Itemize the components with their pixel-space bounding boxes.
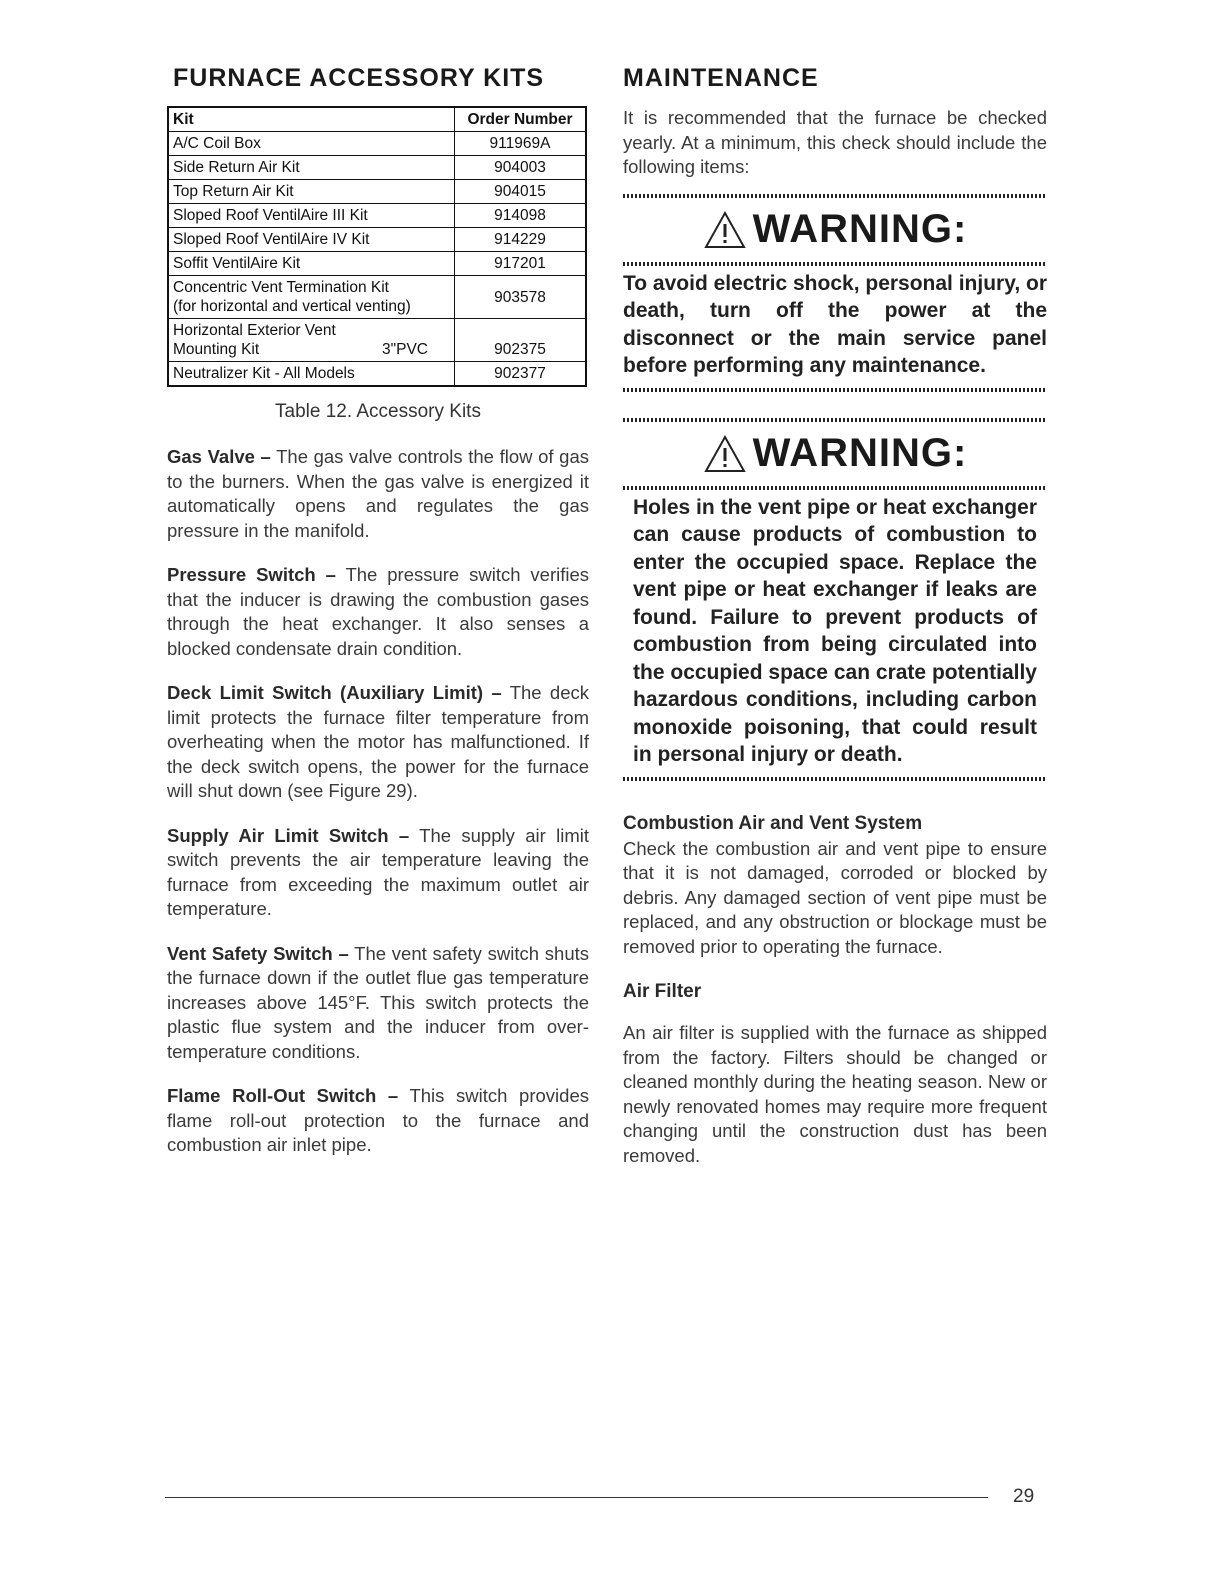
flame-rollout-paragraph: [167, 1084, 589, 1158]
kit-name: [168, 319, 455, 362]
supply-air-limit-paragraph: [167, 824, 589, 922]
paragraph-term: Deck Limit Switch (Auxiliary Limit) –: [167, 682, 502, 703]
pressure-switch-paragraph: [167, 563, 589, 661]
kit-size: 3"PVC: [382, 341, 428, 358]
paragraph-term: Supply Air Limit Switch –: [167, 824, 410, 846]
paragraph-text: The supply air limit switch prevents the air temperature leaving the furnace from exceeding the maximum outlet air temperature.: [167, 824, 589, 919]
order-number: 904015: [455, 180, 587, 204]
kit-name: Sloped Roof VentilAire IV Kit: [168, 228, 455, 252]
order-number-column-header: Order Number: [455, 107, 587, 132]
deck-limit-paragraph: [167, 681, 589, 804]
air-filter-heading: Air Filter: [623, 981, 702, 1002]
table-row: [168, 132, 586, 156]
combustion-text: Check the combustion air and vent pipe to ensure that it is not damaged, corroded or blocked by debris. Any damaged section of vent pipe must be replaced, and any obstruction or blockage must be removed prior to operating the furnace.: [623, 837, 1047, 957]
kit-name: Top Return Air Kit: [168, 180, 455, 204]
page-number: 29: [1013, 1486, 1035, 1507]
order-number: 902377: [455, 362, 587, 387]
table-caption: Table 12. Accessory Kits: [275, 401, 481, 422]
table-row: [168, 276, 586, 319]
warning-header: [623, 422, 1047, 486]
paragraph-text: The gas valve controls the flow of gas to the burners. When the gas valve is energized it automatically opens and regulates the gas pressure in the manifold.: [167, 446, 589, 541]
combustion-heading: Combustion Air and Vent System: [623, 812, 923, 834]
order-number: 902375: [455, 319, 587, 362]
kit-name-line: Horizontal Exterior Vent: [173, 322, 336, 339]
maintenance-intro: It is recommended that the furnace be checked yearly. At a minimum, this check should include the following items:: [623, 107, 1047, 177]
table-row: [168, 156, 586, 180]
paragraph-text: This switch provides flame roll-out protection to the furnace and combustion air inlet pipe.: [167, 1085, 589, 1155]
kit-name: Sloped Roof VentilAire III Kit: [168, 204, 455, 228]
maintenance-title: MAINTENANCE: [623, 64, 819, 92]
kit-name-part: Mounting Kit: [173, 341, 260, 358]
air-filter-text: An air filter is supplied with the furnace as shipped from the factory. Filters should be changed or cleaned monthly during the heating season. New or newly renovated homes may require more frequent changing until the construction dust has been removed.: [623, 1022, 1047, 1166]
order-number: 914229: [455, 228, 587, 252]
warning-triangle-icon: [703, 210, 747, 250]
kit-name: A/C Coil Box: [168, 132, 455, 156]
paragraph-term: Vent Safety Switch –: [167, 942, 349, 964]
paragraph-text: The pressure switch verifies that the inducer is drawing the combustion gases through the heat exchanger. It also senses a blocked condensate drain condition.: [167, 564, 590, 659]
order-number: 914098: [455, 204, 587, 228]
vent-safety-paragraph: [167, 942, 589, 1065]
warning-text: To avoid electric shock, personal injury, or death, turn off the power at the disconnect or the main service panel before performing any maintenance.: [623, 271, 1048, 377]
kit-column-header: Kit: [168, 107, 455, 132]
warning-text: Holes in the vent pipe or heat exchanger can cause products of combustion to enter the occupied space. Replace the vent pipe or heat exchanger if leaks are found. Failure to prevent products of combustion from being circulated into the occupied space can crate potentially hazardous conditions, including carbon monoxide poisoning, that could result in personal injury or death.: [633, 495, 1037, 766]
table-header-row: [168, 107, 586, 132]
paragraph-term: Pressure Switch –: [167, 564, 336, 585]
order-number: 903578: [455, 276, 587, 319]
warning-box-electric: [623, 194, 1047, 392]
order-number: 917201: [455, 252, 587, 276]
footer-rule: [165, 1497, 988, 1498]
dotted-divider: [623, 388, 1047, 392]
kit-name: Soffit VentilAire Kit: [168, 252, 455, 276]
kit-name-line: [173, 340, 450, 359]
warning-header: [623, 198, 1047, 262]
order-number: 904003: [455, 156, 587, 180]
table-row: [168, 252, 586, 276]
warning-label: WARNING:: [752, 431, 968, 475]
table-row: [168, 204, 586, 228]
warning-label: WARNING:: [752, 207, 968, 251]
paragraph-term: Gas Valve –: [167, 446, 271, 467]
table-row: [168, 319, 586, 362]
kit-name: [168, 276, 455, 319]
order-number: 911969A: [455, 132, 587, 156]
paragraph-term: Flame Roll-Out Switch –: [167, 1085, 399, 1106]
paragraph-text: The vent safety switch shuts the furnace down if the outlet flue gas temperature increases above 145°F. This switch protects the plastic flue system and the inducer from over-temperature conditions.: [167, 942, 589, 1062]
table-row: [168, 362, 586, 387]
paragraph-text: The deck limit protects the furnace filter temperature from overheating when the motor has malfunctioned. If the deck switch opens, the power for the furnace will shut down (see Figure 29).: [167, 682, 589, 801]
table-row: [168, 180, 586, 204]
warning-box-vent: [623, 418, 1047, 781]
dotted-divider: [623, 486, 1047, 490]
kit-name: Neutralizer Kit - All Models: [168, 362, 455, 387]
kit-name-line: Concentric Vent Termination Kit: [173, 279, 389, 296]
table-row: [168, 228, 586, 252]
right-column: [623, 60, 1047, 1188]
dotted-divider: [623, 777, 1047, 781]
kit-name-line: (for horizontal and vertical venting): [173, 298, 411, 315]
accessory-kits-title: FURNACE ACCESSORY KITS: [173, 64, 545, 92]
dotted-divider: [623, 262, 1047, 266]
left-column: [167, 60, 589, 1178]
gas-valve-paragraph: [167, 445, 589, 543]
warning-triangle-icon: [703, 434, 747, 474]
kit-name: Side Return Air Kit: [168, 156, 455, 180]
accessory-kits-table: [167, 106, 587, 387]
